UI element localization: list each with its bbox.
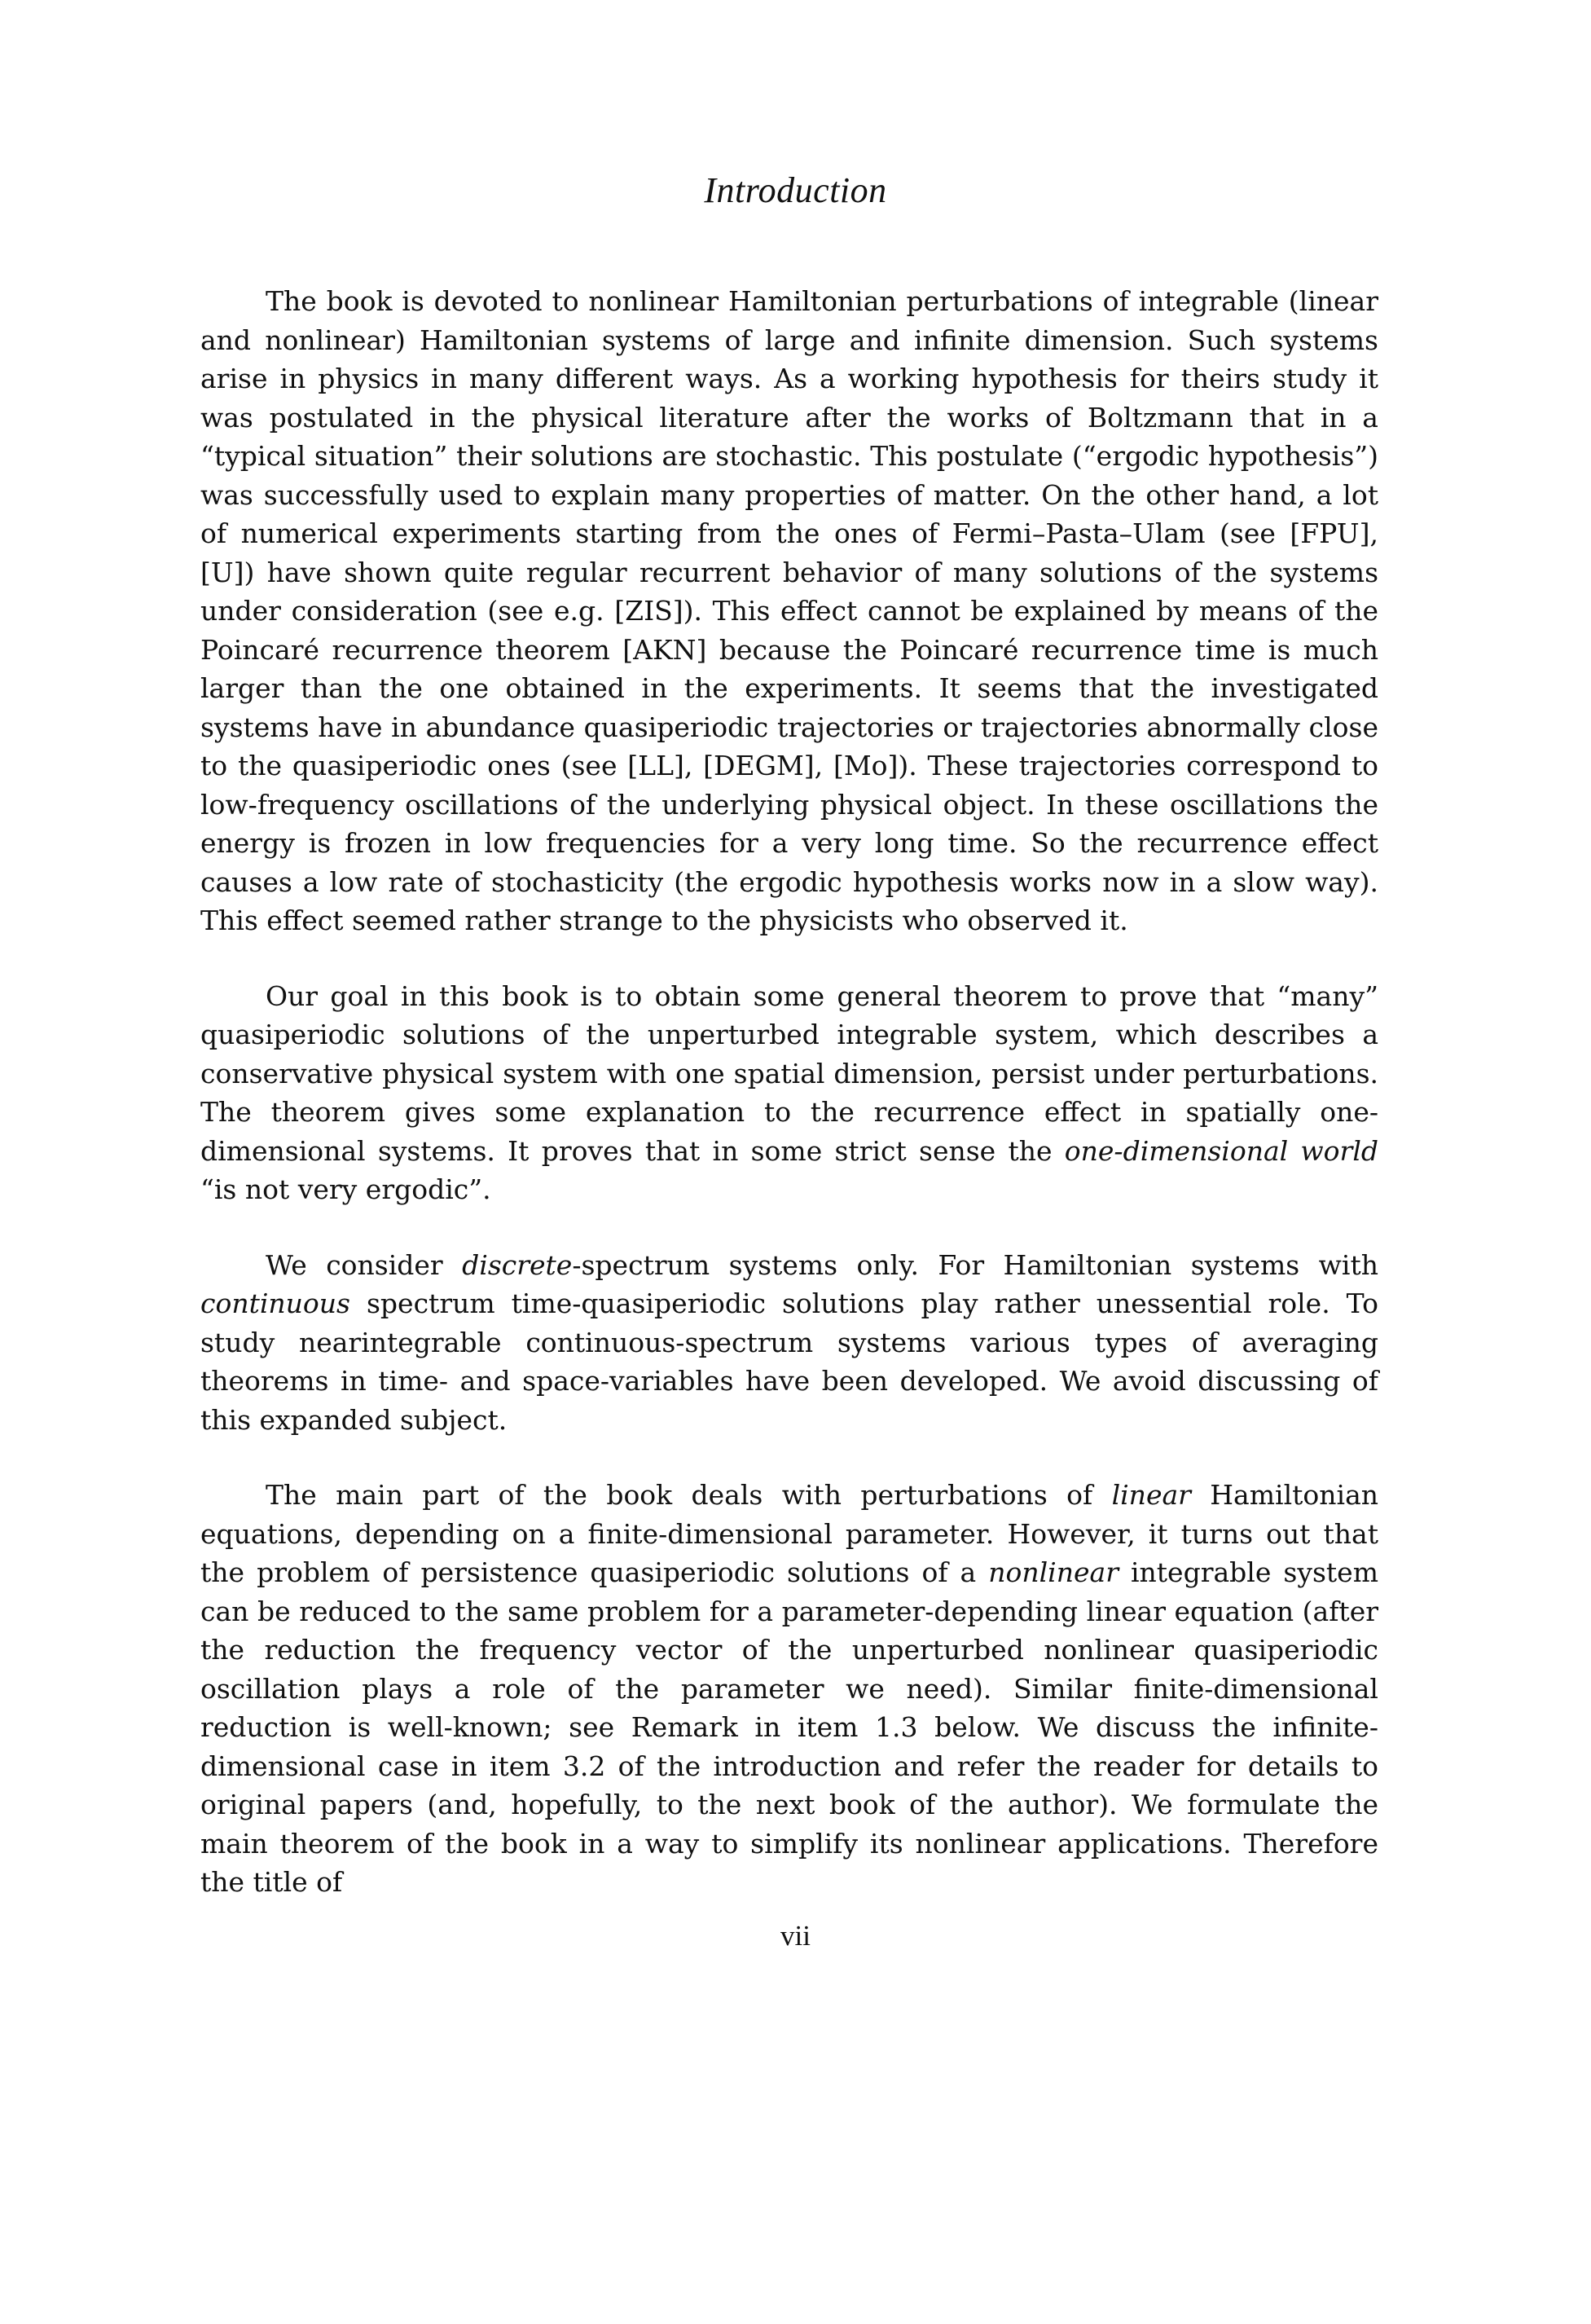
paragraph-4-text-b: Hamiltonian equations, depending on a finite-dimensional parameter. However, it turns out that the problem of persistence quasiperiodic solutions of a [200, 1479, 1378, 1588]
page-number: vii [780, 1920, 811, 1952]
paragraph-4-emphasis-b: nonlinear [988, 1556, 1119, 1588]
paragraph-2-emphasis: one-dimensional world [1064, 1134, 1379, 1167]
paragraph-3-emphasis-a: discrete [462, 1248, 573, 1281]
paragraph-4-text-a: The main part of the book deals with perturbations of [266, 1479, 1112, 1511]
paragraph-4 [200, 1476, 1378, 1902]
paragraph-2 [200, 977, 1378, 1209]
paragraph-4-text-c: integrable system can be reduced to the same problem for a parameter-depending linear equation (after the reduction the frequency vector of the unperturbed nonlinear quasiperiodic oscillation plays a role of the parameter we need). Similar finite-dimensional reduction is well-known; see Remark in item 1.3 below. We discuss the infinite-dimensional case in item 3.2 of the introduction and refer the reader for details to original papers (and, hopefully, to the next book of the author). We formulate the main theorem of the book in a way to simplify its nonlinear applications. Therefore the title of [200, 1556, 1378, 1898]
paragraph-1 [200, 282, 1378, 940]
body-text [200, 282, 1378, 1939]
paragraph-2-text-b: “is not very ergodic”. [200, 1173, 491, 1205]
paragraph-4-emphasis-a: linear [1111, 1479, 1191, 1511]
paragraph-3-emphasis-b: continuous [200, 1287, 350, 1319]
paragraph-3-text-a: We consider [266, 1248, 463, 1281]
paragraph-1-text: The book is devoted to nonlinear Hamiltonian perturbations of integrable (linear and nonlinear) Hamiltonian systems of large and infinite dimension. Such systems arise in physics in many different ways. As a working hypothesis for theirs study it was postulated in the physical literature after the works of Boltzmann that in a “typical situation” their solutions are stochastic. This postulate (“ergodic hypothesis”) was successfully used to explain many properties of matter. On the other hand, a lot of numerical experiments starting from the ones of Fermi–Pasta–Ulam (see [FPU], [U]) have shown quite regular recurrent behavior of many solutions of the systems under consideration (see e.g. [ZIS]). This effect cannot be explained by means of the Poincaré recurrence theorem [AKN] because the Poincaré recurrence time is much larger than the one obtained in the experiments. It seems that the investigated systems have in abundance quasiperiodic trajectories or trajectories abnormally close to the quasiperiodic ones (see [LL], [DEGM], [Mo]). These trajectories correspond to low-frequency oscillations of the underlying physical object. In these oscillations the energy is frozen in low frequencies for a very long time. So the recurrence effect causes a low rate of stochasticity (the ergodic hypothesis works now in a slow way). This effect seemed rather strange to the physicists who observed it. [200, 285, 1378, 936]
paragraph-3 [200, 1246, 1378, 1440]
paragraph-3-text-c: spectrum time-quasiperiodic solutions play rather unessential role. To study nearintegrable continuous-spectrum systems various types of averaging theorems in time- and space-variables have been developed. We avoid discussing of this expanded subject. [200, 1287, 1378, 1436]
paragraph-2-text-a: Our goal in this book is to obtain some general theorem to prove that “many” quasiperiodic solutions of the unperturbed integrable system, which describes a conservative physical system with one spatial dimension, persist under perturbations. The theorem gives some explanation to the recurrence effect in spatially one-dimensional systems. It proves that in some strict sense the [200, 979, 1378, 1167]
paragraph-3-text-b: -spectrum systems only. For Hamiltonian systems with [572, 1248, 1378, 1281]
page-title: Introduction [704, 170, 887, 210]
